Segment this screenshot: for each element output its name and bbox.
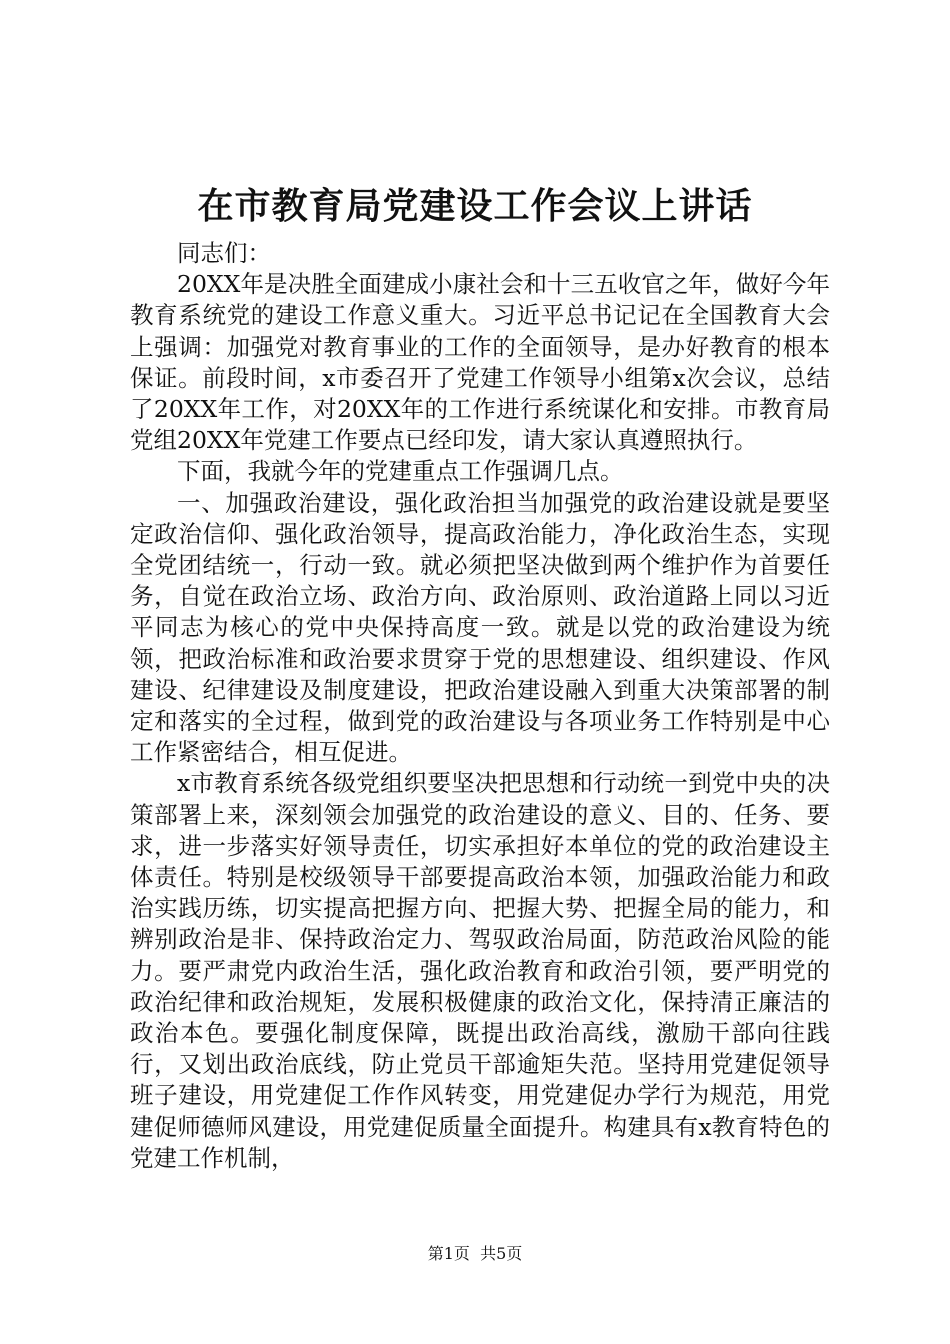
page-footer: [0, 1243, 950, 1265]
page-number: 第1页: [427, 1244, 470, 1263]
intro-paragraph: 20XX年是决胜全面建成小康社会和十三五收官之年，做好今年教育系统党的建设工作意义重大。习近平总书记记在全国教育大会上强调：加强党对教育事业的工作的全面领导，是办好教育的根本保证。前段时间，x市委召开了党建工作领导小组第x次会议，总结了20XX年工作，对20XX年的工作进行系统谋化和安排。市教育局党组20XX年党建工作要点已经印发，请大家认真遵照执行。: [130, 270, 830, 455]
document-title: 在市教育局党建设工作会议上讲话: [197, 186, 753, 227]
page-total: 共5页: [480, 1244, 523, 1263]
section-one-paragraph: 一、加强政治建设，强化政治担当加强党的政治建设就是要坚定政治信仰、强化政治领导，提高政治能力，净化政治生态，实现全党团结统一，行动一致。就必须把坚决做到两个维护作为首要任务，自觉在政治立场、政治方向、政治原则、政治道路上同以习近平同志为核心的党中央保持高度一致。就是以党的政治建设为统领，把政治标准和政治要求贯穿于党的思想建设、组织建设、作风建设、纪律建设及制度建设，把政治建设融入到重大决策部署的制定和落实的全过程，做到党的政治建设与各项业务工作特别是中心工作紧密结合，相互促进。: [130, 488, 830, 767]
document-body: [130, 238, 830, 1174]
education-system-paragraph: x市教育系统各级党组织要坚决把思想和行动统一到党中央的决策部署上来，深刻领会加强党的政治建设的意义、目的、任务、要求，进一步落实好领导责任，切实承担好本单位的党的政治建设主体责任。特别是校级领导干部要提高政治本领，加强政治能力和政治实践历练，切实提高把握方向、把握大势、把握全局的能力，和辨别政治是非、保持政治定力、驾驭政治局面，防范政治风险的能力。要严肃党内政治生活，强化政治教育和政治引领，要严明党的政治纪律和政治规矩，发展积极健康的政治文化，保持清正廉洁的政治本色。要强化制度保障，既提出政治高线，激励干部向往践行，又划出政治底线，防止党员干部逾矩失范。坚持用党建促领导班子建设，用党建促工作作风转变，用党建促办学行为规范，用党建促师德师风建设，用党建促质量全面提升。构建具有x教育特色的党建工作机制，: [130, 769, 830, 1172]
salutation-paragraph: 同志们：: [177, 239, 271, 267]
transition-paragraph: 下面，我就今年的党建重点工作强调几点。: [177, 457, 624, 486]
